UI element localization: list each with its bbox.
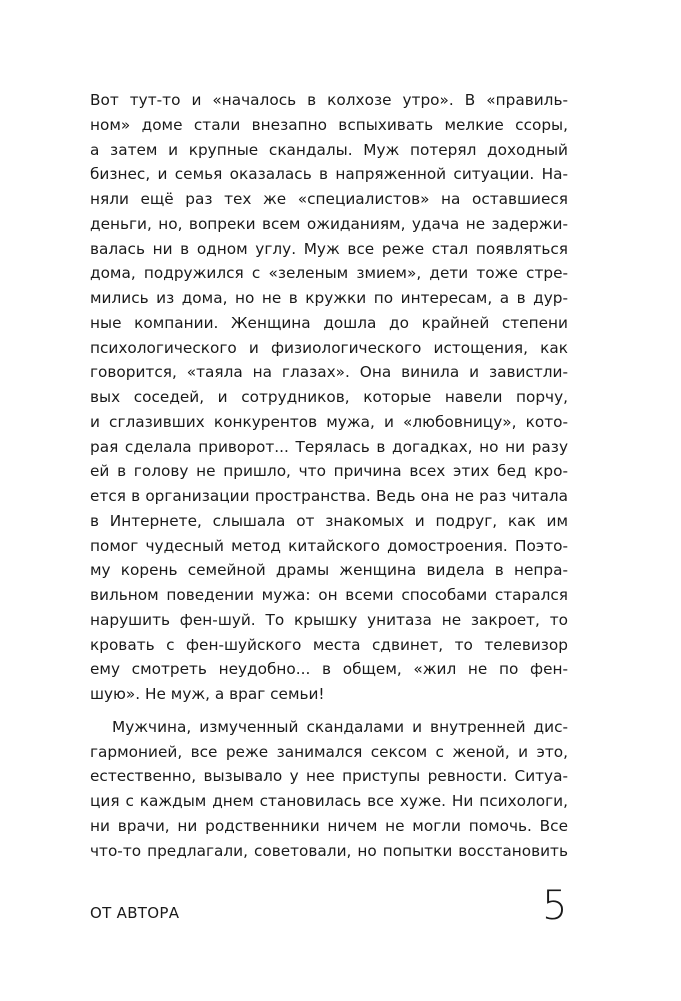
text-line: и сглазивших конкурентов мужа, и «любовницу», кото- <box>90 412 568 431</box>
text-line: естественно, вызывало у нее приступы ревности. Ситуа- <box>90 767 568 786</box>
paragraph <box>90 715 568 864</box>
text-line: бизнес, и семья оказалась в напряженной ситуации. На- <box>90 165 568 184</box>
text-line: валась ни в одном углу. Муж все реже стал появляться <box>90 239 568 258</box>
text-line: вых соседей, и сотрудников, которые навели порчу, <box>90 388 568 406</box>
text-line: вильном поведении мужа: он всеми способами старался <box>90 586 568 604</box>
text-line: Вот тут-то и «началось в колхозе утро». В «правиль- <box>90 91 568 109</box>
text-line: что-то предлагали, советовали, но попытки восстановить <box>90 841 568 860</box>
text-line: Мужчина, измученный скандалами и внутренней дис- <box>112 717 568 736</box>
text-line: рая сделала приворот... Терялась в догадках, но ни разу <box>90 437 568 456</box>
text-line: психологического и физиологического истощения, как <box>90 338 568 357</box>
text-line: шую». Не муж, а враг семьи! <box>90 685 325 703</box>
body-text <box>90 88 568 863</box>
text-line: ей в голову не пришло, что причина всех этих бед кро- <box>90 462 568 481</box>
text-line: няли ещё раз тех же «специалистов» на оставшиеся <box>90 190 568 208</box>
text-line: ция с каждым днем становилась все хуже. Ни психологи, <box>90 792 568 810</box>
text-line: помог чудесный метод китайского домостроения. Поэто- <box>90 536 568 555</box>
text-line: ни врачи, ни родственники ничем не могли помочь. Все <box>90 816 568 835</box>
text-line: говорится, «таяла на глазах». Она винила и завистли- <box>90 363 568 382</box>
text-line: кровать с фен-шуйского места сдвинет, то телевизор <box>90 635 568 654</box>
text-line: дома, подружился с «зеленым змием», дети тоже стре- <box>90 264 568 283</box>
text-line: мились из дома, но не в кружки по интересам, а в дур- <box>90 289 568 307</box>
text-line: му корень семейной драмы женщина видела в непра- <box>90 561 568 580</box>
page-number: 5 <box>542 883 568 929</box>
text-line: ется в организации пространства. Ведь она не раз читала <box>90 487 568 505</box>
text-line: ему смотреть неудобно... в общем, «жил не по фен- <box>90 660 568 679</box>
text-line: ном» доме стали внезапно вспыхивать мелкие ссоры, <box>90 115 568 134</box>
text-line: ные компании. Женщина дошла до крайней степени <box>90 313 568 332</box>
paragraph-gap <box>90 707 568 715</box>
text-line: деньги, но, вопреки всем ожиданиям, удача не задержи- <box>90 214 568 233</box>
text-line: гармонией, все реже занимался сексом с женой, и это, <box>90 742 568 761</box>
text-line: в Интернете, слышала от знакомых и подруг, как им <box>90 511 568 530</box>
paragraph <box>90 88 568 707</box>
text-line: нарушить фен-шуй. То крышку унитаза не закроет, то <box>90 610 568 629</box>
running-footer-title: ОТ АВТОРА <box>90 904 180 922</box>
text-line: а затем и крупные скандалы. Муж потерял доходный <box>90 140 568 159</box>
